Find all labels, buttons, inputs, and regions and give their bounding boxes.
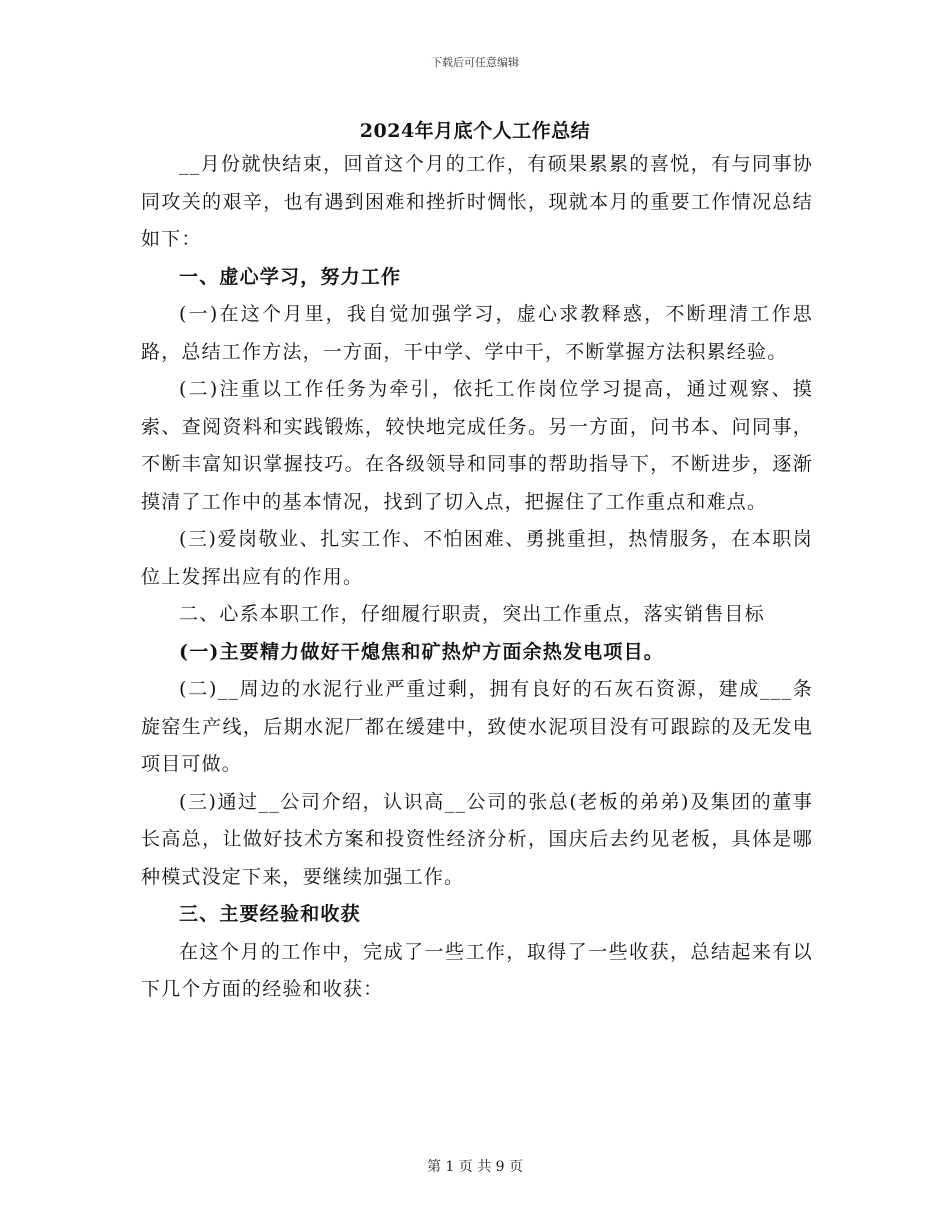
page-number: 第 1 页 共 9 页 — [426, 1159, 524, 1175]
paragraph-2-2: (二)__周边的水泥行业严重过剩，拥有良好的石灰石资源，建成___条旋窑生产线，后期水泥厂都在缓建中，致使水泥项目没有可跟踪的及无发电项目可做。 — [141, 678, 813, 775]
paragraph-intro: __月份就快结束，回首这个月的工作，有硕果累累的喜悦，有与同事协同攻关的艰辛，也有遇到困难和挫折时惆怅，现就本月的重要工作情况总结如下： — [141, 153, 813, 250]
paragraph-2-1: (一)主要精力做好干熄焦和矿热炉方面余热发电项目。 — [179, 640, 664, 663]
section-heading-2: 二、心系本职工作，仔细履行职责，突出工作重点，落实销售目标 — [179, 603, 765, 625]
header-note: 下载后可任意编辑 — [431, 56, 519, 69]
paragraph-2-3: (三)通过__公司介绍，认识高__公司的张总(老板的弟弟)及集团的董事长高总，让做好技术方案和投资性经济分析，国庆后去约见老板，具体是哪种模式没定下来，要继续加强工作。 — [141, 790, 813, 888]
section-heading-3: 三、主要经验和收获 — [179, 903, 361, 925]
document-title: 2024年月底个人工作总结 — [359, 120, 591, 142]
paragraph-3-1: 在这个月的工作中，完成了一些工作，取得了一些收获，总结起来有以下几个方面的经验和收获： — [141, 940, 813, 1000]
paragraph-1-3: (三)爱岗敬业、扎实工作、不怕困难、勇挑重担，热情服务，在本职岗位上发挥出应有的作用。 — [141, 528, 813, 588]
section-heading-1: 一、虚心学习，努力工作 — [179, 265, 402, 288]
paragraph-1-1: (一)在这个月里，我自觉加强学习，虚心求教释惑，不断理清工作思路，总结工作方法，一方面，干中学、学中干，不断掌握方法积累经验。 — [141, 303, 813, 363]
document-body — [141, 146, 813, 1009]
paragraph-1-2: (二)注重以工作任务为牵引，依托工作岗位学习提高，通过观察、摸索、查阅资料和实践锻炼，较快地完成任务。另一方面，问书本、问同事，不断丰富知识掌握技巧。在各级领导和同事的帮助指导下，不断进步，逐渐摸清了工作中的基本情况，找到了切入点，把握住了工作重点和难点。 — [141, 378, 813, 513]
